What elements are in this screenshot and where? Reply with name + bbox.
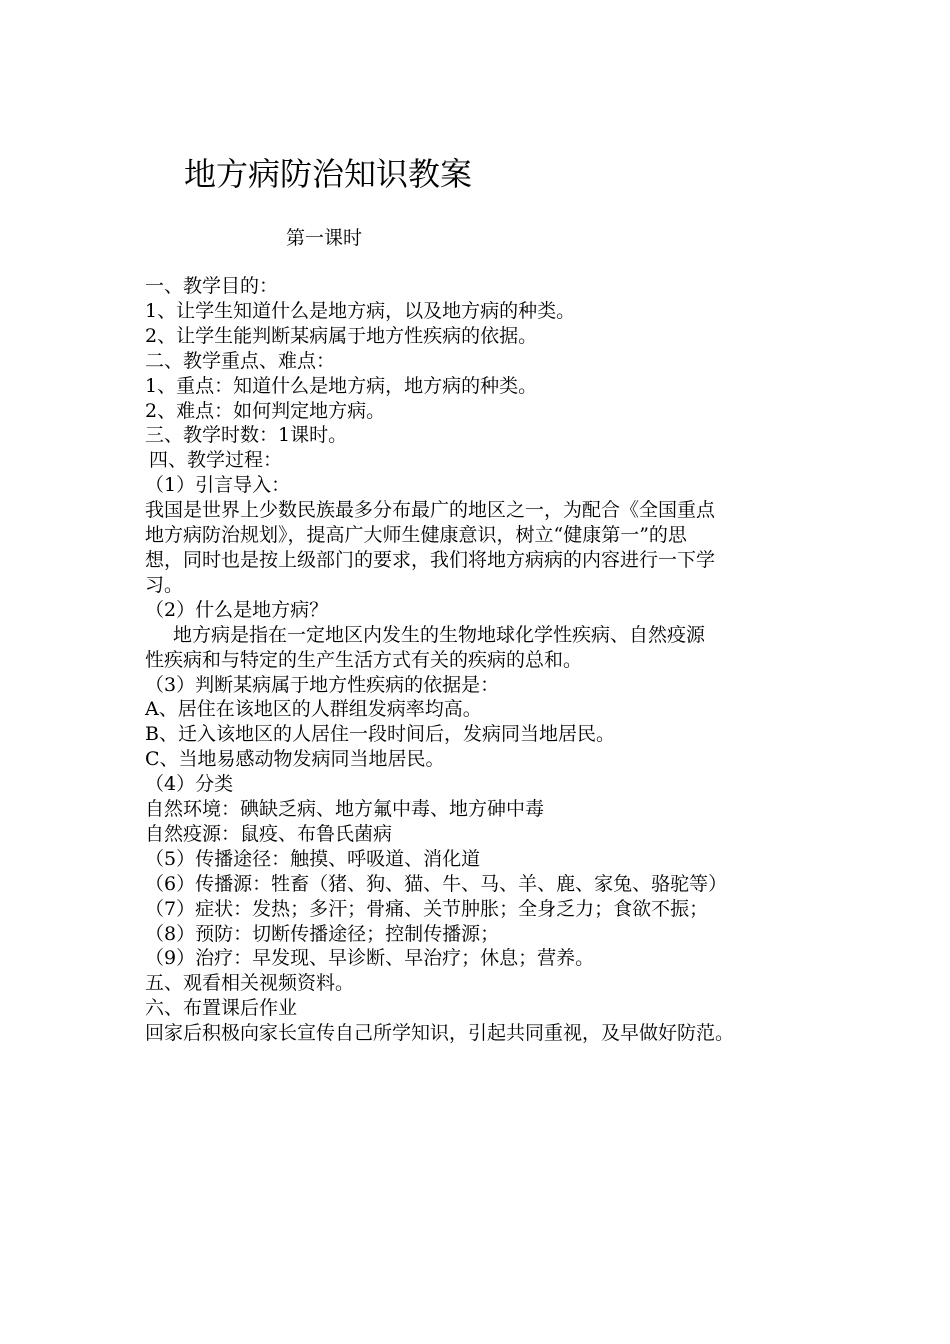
- classification-item: 自然疫源：鼠疫、布鲁氏菌病: [145, 822, 393, 845]
- key-point-item: 2、难点：如何判定地方病。: [145, 399, 386, 422]
- subsection-item: （5）传播途径：触摸、呼吸道、消化道: [145, 847, 481, 870]
- paragraph-line: 地方病防治规划》，提高广大师生健康意识，树立“健康第一”的思: [145, 524, 687, 547]
- subsection-heading: （3）判断某病属于地方性疾病的依据是：: [145, 673, 500, 696]
- section-heading-process: 四、教学过程：: [149, 449, 283, 472]
- document-subtitle: 第一课时: [286, 227, 363, 249]
- criteria-item: C、当地易感动物发病同当地居民。: [145, 748, 445, 771]
- section-heading-hours: 三、教学时数：1课时。: [145, 424, 348, 447]
- subsection-item: （6）传播源：牲畜（猪、狗、猫、牛、马、羊、鹿、家兔、骆驼等）: [145, 872, 728, 895]
- classification-item: 自然环境：碘缺乏病、地方氟中毒、地方砷中毒: [145, 798, 545, 821]
- section-heading-key-points: 二、教学重点、难点：: [145, 349, 336, 372]
- section-heading-homework: 六、布置课后作业: [145, 997, 298, 1020]
- paragraph-line: 想，同时也是按上级部门的要求，我们将地方病病的内容进行一下学: [145, 548, 716, 571]
- subsection-item: （7）症状：发热；多汗；骨痛、关节肿胀；全身乏力；食欲不振；: [145, 897, 709, 920]
- paragraph-line: 习。: [145, 573, 184, 596]
- paragraph-line: 地方病是指在一定地区内发生的生物地球化学性疾病、自然疫源: [173, 623, 706, 646]
- subsection-item: （9）治疗：早发现、早诊断、早治疗；休息；营养。: [145, 947, 595, 970]
- section-heading-objectives: 一、教学目的：: [145, 275, 279, 297]
- document-title: 地方病防治知识教案: [184, 155, 473, 193]
- objective-item: 2、让学生能判断某病属于地方性疾病的依据。: [145, 324, 538, 347]
- key-point-item: 1、重点：知道什么是地方病，地方病的种类。: [145, 374, 538, 397]
- homework-text: 回家后积极向家长宣传自己所学知识，引起共同重视，及早做好防范。: [145, 1022, 735, 1045]
- subsection-item: （8）预防：切断传播途径；控制传播源；: [145, 922, 500, 945]
- document-body: [145, 274, 835, 1046]
- subsection-heading: （4）分类: [145, 773, 234, 796]
- subsection-heading: （1）引言导入：: [145, 474, 291, 497]
- objective-item: 1、让学生知道什么是地方病，以及地方病的种类。: [145, 299, 576, 322]
- section-heading-video: 五、观看相关视频资料。: [145, 972, 355, 995]
- criteria-item: B、迁入该地区的人居住一段时间后，发病同当地居民。: [145, 723, 615, 746]
- paragraph-line: 我国是世界上少数民族最多分布最广的地区之一，为配合《全国重点: [145, 499, 716, 522]
- subsection-heading: （2）什么是地方病？: [145, 598, 329, 621]
- criteria-item: A、居住在该地区的人群组发病率均高。: [145, 698, 482, 721]
- paragraph-line: 性疾病和与特定的生产生活方式有关的疾病的总和。: [145, 648, 583, 671]
